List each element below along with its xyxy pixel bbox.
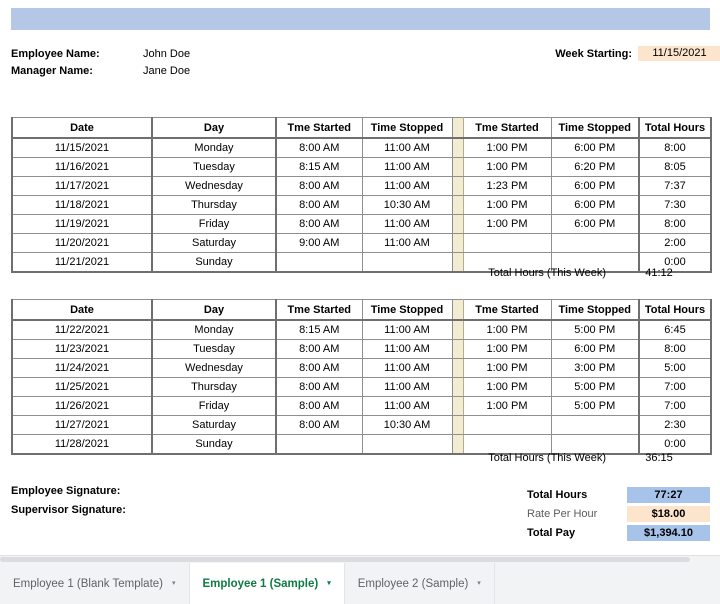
cell-total-hours[interactable]: 7:37 <box>639 177 711 196</box>
cell-time-stopped-1[interactable]: 11:00 AM <box>362 215 452 234</box>
cell-date[interactable]: 11/16/2021 <box>12 158 152 177</box>
cell-date[interactable]: 11/28/2021 <box>12 435 152 455</box>
column-spacer <box>452 378 463 397</box>
cell-time-started-2[interactable]: 1:00 PM <box>463 397 551 416</box>
cell-total-hours[interactable]: 0:00 <box>639 435 711 455</box>
cell-time-stopped-2[interactable]: 6:00 PM <box>551 215 639 234</box>
cell-time-started-2[interactable]: 1:00 PM <box>463 359 551 378</box>
cell-time-stopped-1[interactable]: 11:00 AM <box>362 234 452 253</box>
cell-time-started-2[interactable] <box>463 416 551 435</box>
week-starting-label: Week Starting: <box>555 47 632 60</box>
header-day: Day <box>152 118 276 139</box>
column-spacer <box>452 177 463 196</box>
cell-day[interactable]: Saturday <box>152 234 276 253</box>
column-spacer <box>452 416 463 435</box>
chevron-down-icon[interactable]: ▾ <box>477 580 481 587</box>
rate-per-hour-value[interactable]: $18.00 <box>627 506 710 522</box>
header-time-started-2: Tme Started <box>463 300 551 321</box>
sheet-tab[interactable] <box>345 563 495 604</box>
cell-time-stopped-2[interactable]: 6:00 PM <box>551 196 639 215</box>
table-row <box>12 138 711 158</box>
signature-block <box>11 485 126 523</box>
cell-time-stopped-1[interactable]: 11:00 AM <box>362 138 452 158</box>
cell-day[interactable]: Monday <box>152 320 276 340</box>
cell-day[interactable]: Wednesday <box>152 177 276 196</box>
cell-date[interactable]: 11/24/2021 <box>12 359 152 378</box>
header-time-started-1: Tme Started <box>276 300 362 321</box>
manager-name-row <box>11 62 710 79</box>
manager-name-label: Manager Name: <box>11 64 93 77</box>
sheet-tab-label: Employee 2 (Sample) <box>357 577 469 590</box>
cell-day[interactable]: Sunday <box>152 435 276 455</box>
cell-time-stopped-2[interactable]: 5:00 PM <box>551 397 639 416</box>
cell-time-started-2[interactable]: 1:00 PM <box>463 340 551 359</box>
header-date: Date <box>12 300 152 321</box>
header-time-started-1: Tme Started <box>276 118 362 139</box>
pay-totals-block <box>527 485 710 542</box>
timesheet-table-week2 <box>11 299 712 455</box>
cell-time-started-1[interactable]: 8:00 AM <box>276 416 362 435</box>
cell-day[interactable]: Tuesday <box>152 158 276 177</box>
column-spacer <box>452 215 463 234</box>
cell-date[interactable]: 11/27/2021 <box>12 416 152 435</box>
employee-signature-label: Employee Signature: <box>11 485 121 497</box>
cell-total-hours[interactable]: 2:00 <box>639 234 711 253</box>
cell-day[interactable]: Thursday <box>152 378 276 397</box>
cell-day[interactable]: Sunday <box>152 253 276 273</box>
column-spacer <box>452 158 463 177</box>
cell-day[interactable]: Friday <box>152 215 276 234</box>
cell-time-started-2[interactable]: 1:00 PM <box>463 378 551 397</box>
cell-time-started-2[interactable] <box>463 234 551 253</box>
sheet-tab-label: Employee 1 (Sample) <box>202 577 319 590</box>
total-hours-label: Total Hours <box>527 488 588 501</box>
total-hours-row <box>527 485 710 504</box>
cell-day[interactable]: Saturday <box>152 416 276 435</box>
header-time-started-2: Tme Started <box>463 118 551 139</box>
cell-day[interactable]: Tuesday <box>152 340 276 359</box>
cell-time-started-1[interactable]: 8:00 AM <box>276 359 362 378</box>
cell-total-hours[interactable]: 2:30 <box>639 416 711 435</box>
column-spacer <box>452 138 463 158</box>
rate-per-hour-row <box>527 504 710 523</box>
sheet-tab-bar <box>0 555 720 604</box>
table-row <box>12 416 711 435</box>
header-time-stopped-1: Time Stopped <box>362 300 452 321</box>
column-spacer <box>452 118 463 139</box>
table-row <box>12 215 711 234</box>
cell-time-started-1[interactable]: 8:00 AM <box>276 378 362 397</box>
cell-time-stopped-1[interactable]: 11:00 AM <box>362 397 452 416</box>
header-time-stopped-2: Time Stopped <box>551 300 639 321</box>
cell-time-started-2[interactable]: 1:00 PM <box>463 196 551 215</box>
cell-time-stopped-2[interactable] <box>551 416 639 435</box>
cell-total-hours[interactable]: 8:00 <box>639 138 711 158</box>
cell-time-stopped-2[interactable]: 3:00 PM <box>551 359 639 378</box>
cell-day[interactable]: Monday <box>152 138 276 158</box>
employee-info-block <box>11 45 710 79</box>
table-row <box>12 397 711 416</box>
supervisor-signature-label: Supervisor Signature: <box>11 504 126 516</box>
column-spacer <box>452 359 463 378</box>
table-row <box>12 359 711 378</box>
column-spacer <box>452 234 463 253</box>
employee-name-label: Employee Name: <box>11 47 100 60</box>
cell-day[interactable]: Wednesday <box>152 359 276 378</box>
header-total-hours: Total Hours <box>639 118 711 139</box>
week2-total-row <box>11 452 710 468</box>
cell-total-hours[interactable]: 8:00 <box>639 340 711 359</box>
cell-time-started-1[interactable]: 8:00 AM <box>276 397 362 416</box>
cell-time-stopped-1[interactable]: 10:30 AM <box>362 416 452 435</box>
cell-time-stopped-2[interactable] <box>551 234 639 253</box>
cell-date[interactable]: 11/20/2021 <box>12 234 152 253</box>
cell-date[interactable]: 11/15/2021 <box>12 138 152 158</box>
cell-time-started-2[interactable]: 1:00 PM <box>463 320 551 340</box>
table-body-week1 <box>12 138 711 272</box>
table-row <box>12 378 711 397</box>
cell-time-started-1[interactable]: 9:00 AM <box>276 234 362 253</box>
cell-day[interactable]: Thursday <box>152 196 276 215</box>
chevron-down-icon[interactable]: ▾ <box>327 580 331 587</box>
week1-total-row <box>11 267 710 283</box>
header-time-stopped-2: Time Stopped <box>551 118 639 139</box>
column-spacer <box>452 196 463 215</box>
cell-total-hours[interactable]: 0:00 <box>639 253 711 273</box>
cell-time-stopped-2[interactable]: 6:00 PM <box>551 340 639 359</box>
cell-time-started-1[interactable]: 8:15 AM <box>276 320 362 340</box>
cell-date[interactable]: 11/19/2021 <box>12 215 152 234</box>
column-spacer <box>452 397 463 416</box>
cell-time-stopped-2[interactable]: 5:00 PM <box>551 320 639 340</box>
week2-total-label: Total Hours (This Week) <box>488 452 606 464</box>
cell-total-hours[interactable]: 7:00 <box>639 397 711 416</box>
cell-time-started-2[interactable]: 1:00 PM <box>463 138 551 158</box>
cell-time-stopped-2[interactable]: 6:20 PM <box>551 158 639 177</box>
week-starting-row <box>471 45 720 62</box>
cell-total-hours[interactable]: 5:00 <box>639 359 711 378</box>
chevron-down-icon[interactable]: ▾ <box>172 580 176 587</box>
column-spacer <box>452 340 463 359</box>
header-total-hours: Total Hours <box>639 300 711 321</box>
cell-time-started-2[interactable]: 1:00 PM <box>463 215 551 234</box>
cell-time-started-1[interactable]: 8:00 AM <box>276 340 362 359</box>
manager-name-value[interactable]: Jane Doe <box>143 64 191 77</box>
table-header-row <box>12 118 711 139</box>
horizontal-scrollbar-thumb[interactable] <box>0 557 690 562</box>
week1-total-label: Total Hours (This Week) <box>488 267 606 279</box>
timesheet-table-week1 <box>11 117 712 273</box>
cell-time-stopped-1[interactable]: 11:00 AM <box>362 340 452 359</box>
week2-total-value: 36:15 <box>645 452 673 464</box>
cell-total-hours[interactable]: 8:05 <box>639 158 711 177</box>
total-pay-row <box>527 523 710 542</box>
total-pay-label: Total Pay <box>527 526 576 539</box>
horizontal-scrollbar-track[interactable] <box>0 556 720 563</box>
cell-time-stopped-2[interactable]: 6:00 PM <box>551 138 639 158</box>
cell-time-stopped-1[interactable]: 11:00 AM <box>362 158 452 177</box>
total-hours-value: 77:27 <box>627 487 710 503</box>
cell-total-hours[interactable]: 7:30 <box>639 196 711 215</box>
header-banner <box>11 8 710 30</box>
cell-date[interactable]: 11/21/2021 <box>12 253 152 273</box>
sheet-tab-label: Employee 1 (Blank Template) <box>13 577 163 590</box>
cell-time-started-1[interactable]: 8:00 AM <box>276 177 362 196</box>
table-body-week2 <box>12 320 711 454</box>
cell-date[interactable]: 11/26/2021 <box>12 397 152 416</box>
cell-time-started-2[interactable]: 1:00 PM <box>463 158 551 177</box>
cell-time-stopped-1[interactable]: 11:00 AM <box>362 359 452 378</box>
cell-time-stopped-2[interactable]: 6:00 PM <box>551 177 639 196</box>
cell-date[interactable]: 11/23/2021 <box>12 340 152 359</box>
table-row <box>12 234 711 253</box>
cell-time-started-2[interactable]: 1:23 PM <box>463 177 551 196</box>
sheet-tab-active[interactable] <box>190 563 345 604</box>
cell-time-stopped-1[interactable]: 11:00 AM <box>362 320 452 340</box>
cell-total-hours[interactable]: 8:00 <box>639 215 711 234</box>
table-row <box>12 158 711 177</box>
header-day: Day <box>152 300 276 321</box>
cell-date[interactable]: 11/25/2021 <box>12 378 152 397</box>
cell-date[interactable]: 11/18/2021 <box>12 196 152 215</box>
column-spacer <box>452 320 463 340</box>
sheet-tabs-container <box>0 563 495 604</box>
cell-time-started-1[interactable]: 8:00 AM <box>276 215 362 234</box>
rate-per-hour-label: Rate Per Hour <box>527 507 598 520</box>
cell-date[interactable]: 11/17/2021 <box>12 177 152 196</box>
cell-time-started-1[interactable]: 8:00 AM <box>276 138 362 158</box>
table-row <box>12 196 711 215</box>
header-time-stopped-1: Time Stopped <box>362 118 452 139</box>
cell-time-stopped-1[interactable]: 11:00 AM <box>362 177 452 196</box>
cell-date[interactable]: 11/22/2021 <box>12 320 152 340</box>
table-row <box>12 177 711 196</box>
cell-time-stopped-1[interactable]: 10:30 AM <box>362 196 452 215</box>
week1-total-value: 41:12 <box>645 267 673 279</box>
cell-day[interactable]: Friday <box>152 397 276 416</box>
cell-total-hours[interactable]: 6:45 <box>639 320 711 340</box>
cell-time-stopped-1[interactable]: 11:00 AM <box>362 378 452 397</box>
cell-time-started-1[interactable]: 8:15 AM <box>276 158 362 177</box>
column-spacer <box>452 300 463 321</box>
employee-name-value[interactable]: John Doe <box>143 47 191 60</box>
table-row <box>12 340 711 359</box>
sheet-tab[interactable] <box>0 563 190 604</box>
cell-total-hours[interactable]: 7:00 <box>639 378 711 397</box>
total-pay-value: $1,394.10 <box>627 525 710 541</box>
cell-time-stopped-2[interactable]: 5:00 PM <box>551 378 639 397</box>
header-date: Date <box>12 118 152 139</box>
week-starting-value[interactable]: 11/15/2021 <box>638 46 720 61</box>
cell-time-started-1[interactable]: 8:00 AM <box>276 196 362 215</box>
table-row <box>12 320 711 340</box>
table-header-row <box>12 300 711 321</box>
